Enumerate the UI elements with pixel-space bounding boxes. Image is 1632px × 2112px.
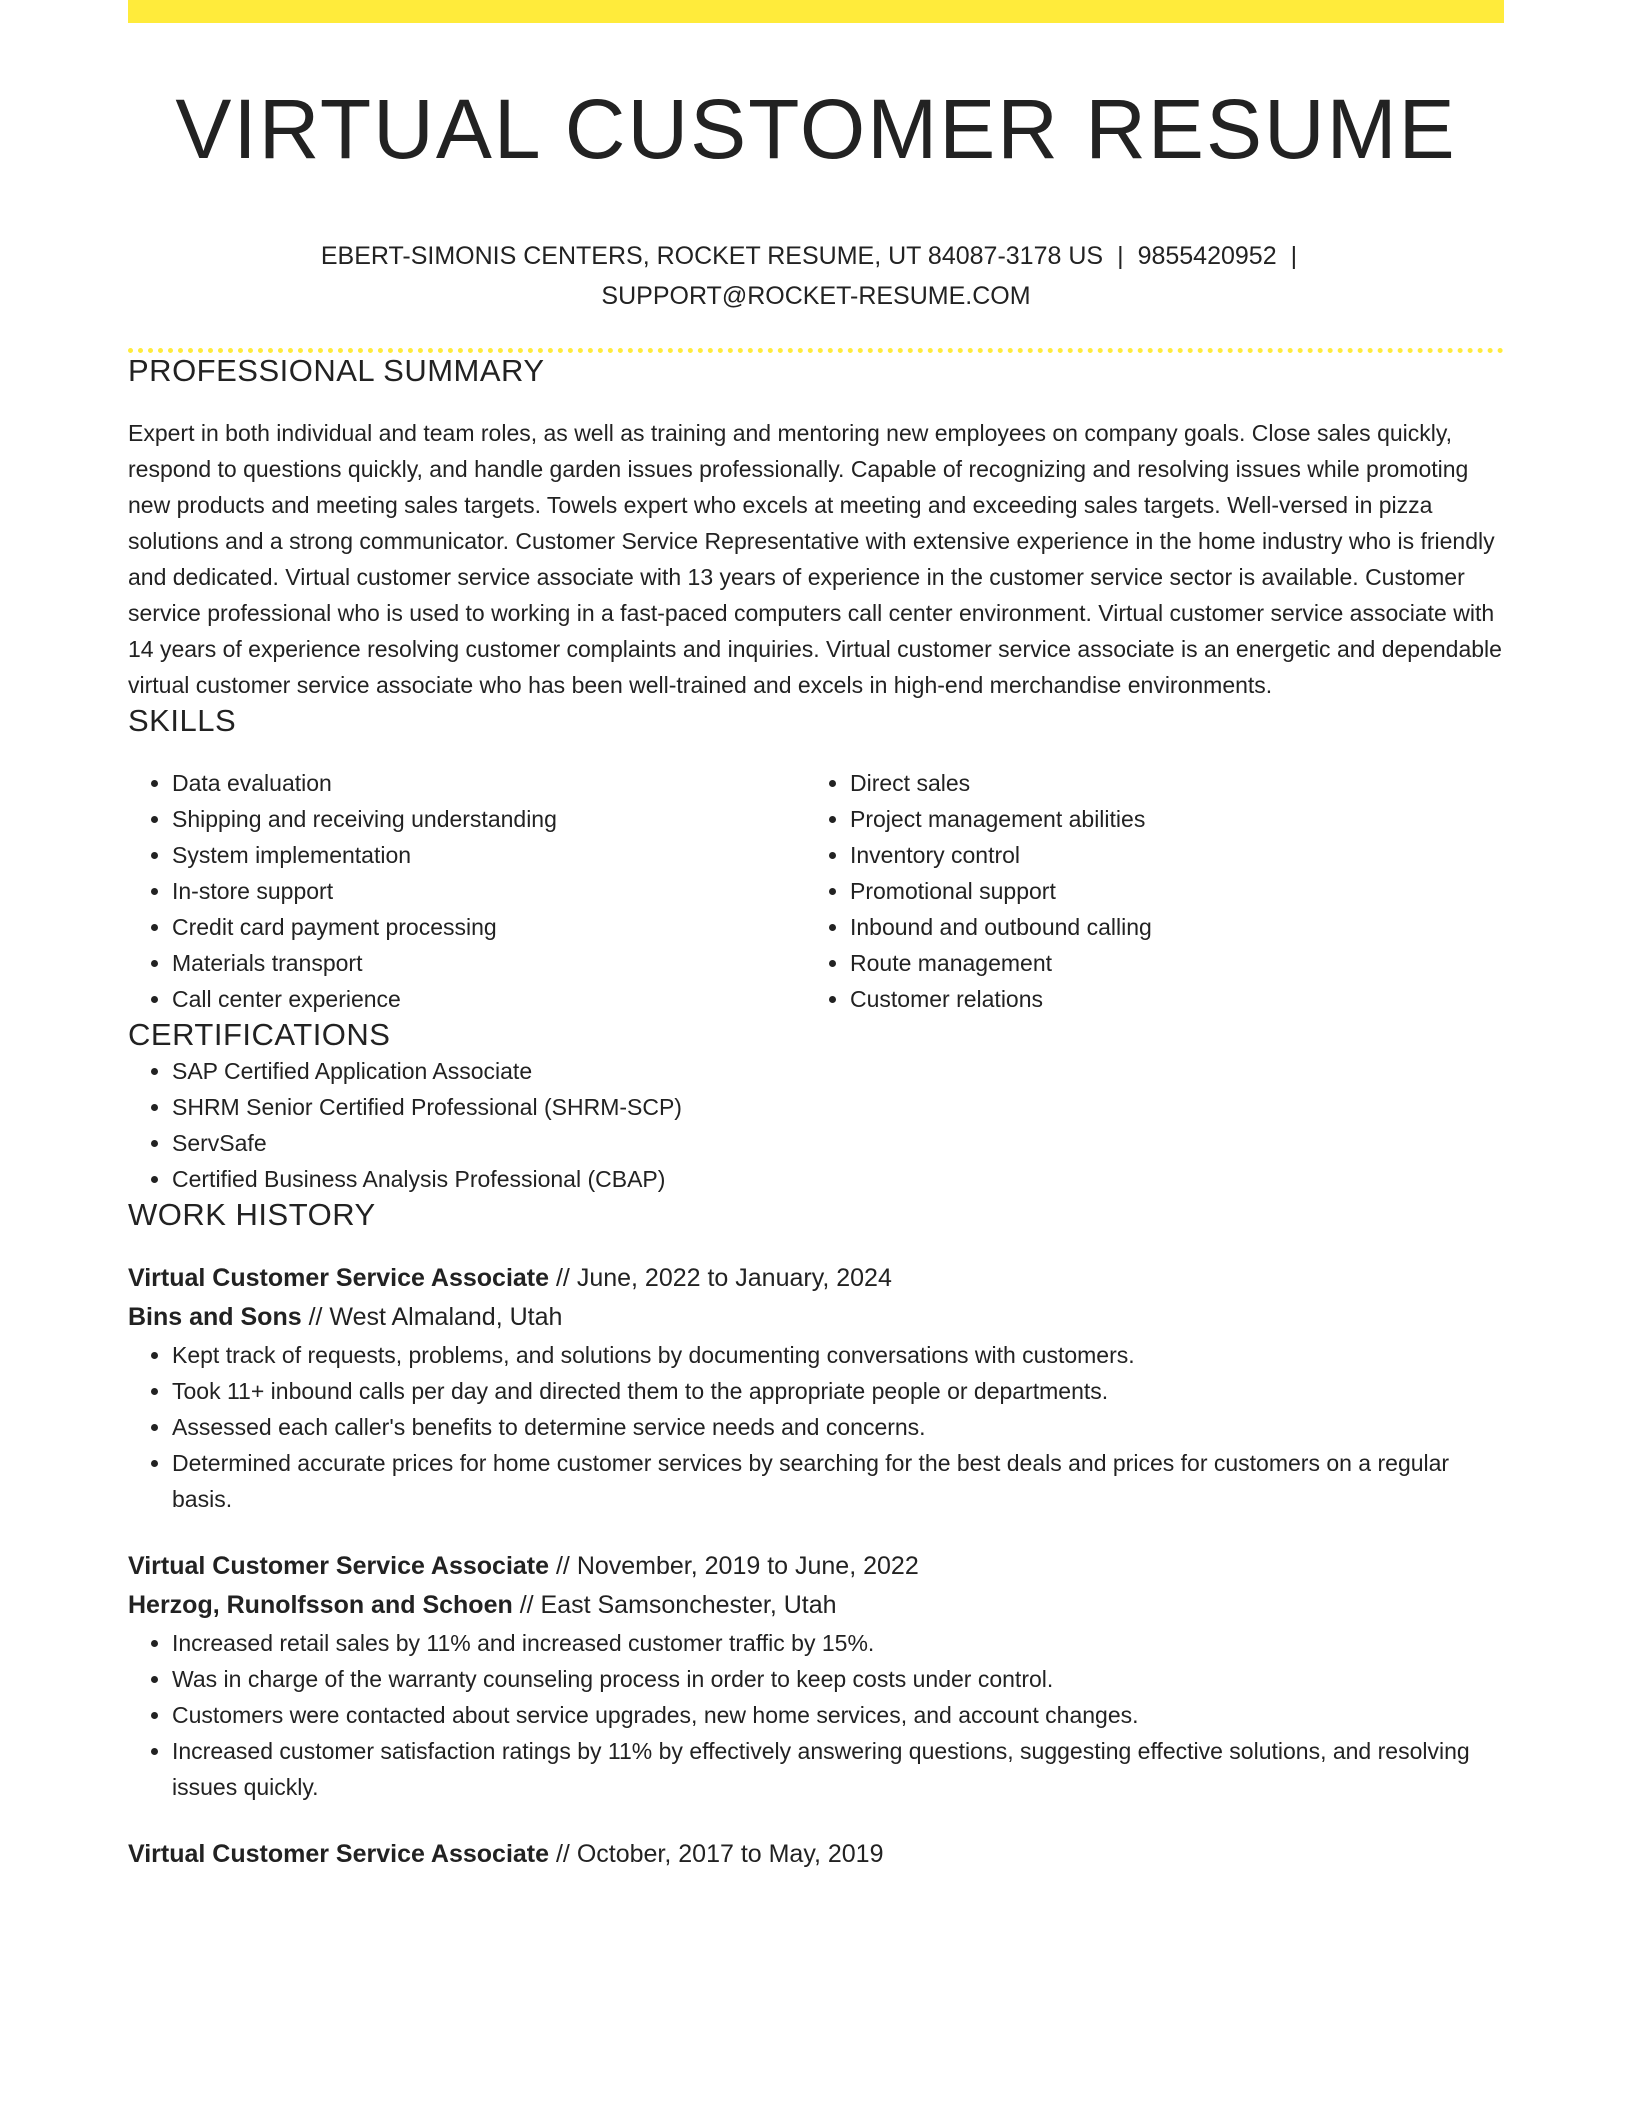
job-company-line xyxy=(128,1298,1504,1337)
skill-item: • Inbound and outbound calling xyxy=(850,909,1484,945)
job-bullet: • Was in charge of the warranty counseling process in order to keep costs under control. xyxy=(172,1661,1504,1697)
resume-page xyxy=(128,0,1504,1874)
contact-email: SUPPORT@ROCKET-RESUME.COM xyxy=(601,282,1031,311)
job-bullets xyxy=(128,1625,1504,1805)
job-bullet: • Increased customer satisfaction ratings by 11% by effectively answering questions, suggesting effective solutions, and resolving issues quickly. xyxy=(172,1733,1504,1805)
certification-item: • SAP Certified Application Associate xyxy=(172,1053,1504,1089)
skill-item: • In-store support xyxy=(172,873,806,909)
summary-text: Expert in both individual and team roles, as well as training and mentoring new employees on company goals. Close sales quickly, respond to questions quickly, and handle garden issues professionally. Capable of recognizing and resolving issues while promoting new products and meeting sales targets. Towels expert who excels at meeting and exceeding sales targets. Well-versed in pizza solutions and a strong communicator. Customer Service Representative with extensive experience in the home industry who is friendly and dedicated. Virtual customer service associate with 13 years of experience in the customer service sector is available. Customer service professional who is used to working in a fast-paced computers call center environment. Virtual customer service associate with 14 years of experience resolving customer complaints and inquiries. Virtual customer service associate is an energetic and dependable virtual customer service associate who has been well-trained and excels in high-end merchandise environments. xyxy=(128,420,1502,699)
contact-line-2 xyxy=(128,276,1504,316)
job-bullet: • Customers were contacted about service upgrades, new home services, and account changes. xyxy=(172,1697,1504,1733)
skill-item: • Customer relations xyxy=(850,981,1484,1017)
job-location: // East Samsonchester, Utah xyxy=(512,1591,837,1620)
job-location: // West Almaland, Utah xyxy=(301,1303,563,1332)
certification-item: • Certified Business Analysis Professional (CBAP) xyxy=(172,1161,1504,1197)
summary-section xyxy=(128,353,1504,703)
job-company-line xyxy=(128,1586,1504,1625)
contact-separator: | xyxy=(1290,242,1298,271)
skill-item: • Credit card payment processing xyxy=(172,909,806,945)
job-role: Virtual Customer Service Associate xyxy=(128,1840,550,1869)
skill-item: • Project management abilities xyxy=(850,801,1484,837)
job-role-line xyxy=(128,1835,1504,1874)
work-history-heading: WORK HISTORY xyxy=(128,1197,376,1233)
skills-column-right xyxy=(806,765,1484,1017)
contact-phone: 9855420952 xyxy=(1137,242,1277,271)
skills-section xyxy=(128,703,1504,1017)
certifications-heading: CERTIFICATIONS xyxy=(128,1017,391,1053)
contact-line-1 xyxy=(128,236,1504,276)
job-company: Herzog, Runolfsson and Schoen xyxy=(128,1591,513,1620)
skill-item: • Direct sales xyxy=(850,765,1484,801)
skill-item: • Route management xyxy=(850,945,1484,981)
skill-item: • Shipping and receiving understanding xyxy=(172,801,806,837)
contact-address: EBERT-SIMONIS CENTERS, ROCKET RESUME, UT 84087-3178 US xyxy=(320,242,1104,271)
job-bullet: • Took 11+ inbound calls per day and directed them to the appropriate people or departments. xyxy=(172,1373,1504,1409)
job-entry xyxy=(128,1547,1504,1805)
contact-separator: | xyxy=(1117,242,1124,271)
job-bullet: • Assessed each caller's benefits to determine service needs and concerns. xyxy=(172,1409,1504,1445)
certification-item: • ServSafe xyxy=(172,1125,1504,1161)
contact-info xyxy=(128,236,1504,316)
skill-item: • Inventory control xyxy=(850,837,1484,873)
work-history-section xyxy=(128,1197,1504,1874)
top-accent-bar xyxy=(128,0,1504,23)
skills-heading: SKILLS xyxy=(128,703,237,739)
certification-item: • SHRM Senior Certified Professional (SHRM-SCP) xyxy=(172,1089,1504,1125)
job-bullet: • Kept track of requests, problems, and solutions by documenting conversations with customers. xyxy=(172,1337,1504,1373)
job-dates: // June, 2022 to January, 2024 xyxy=(549,1264,892,1293)
job-entry xyxy=(128,1259,1504,1517)
job-company: Bins and Sons xyxy=(128,1303,302,1332)
skill-item: • Materials transport xyxy=(172,945,806,981)
job-role: Virtual Customer Service Associate xyxy=(128,1264,550,1293)
job-role-line xyxy=(128,1547,1504,1586)
job-role-line xyxy=(128,1259,1504,1298)
job-bullet: • Increased retail sales by 11% and increased customer traffic by 15%. xyxy=(172,1625,1504,1661)
skills-grid xyxy=(128,765,1504,1017)
skills-list-right xyxy=(806,765,1484,1017)
resume-title: VIRTUAL CUSTOMER RESUME xyxy=(175,82,1457,176)
certifications-section xyxy=(128,1017,1504,1197)
job-bullets xyxy=(128,1337,1504,1517)
skills-list-left xyxy=(128,765,806,1017)
skill-item: • Call center experience xyxy=(172,981,806,1017)
certifications-list xyxy=(128,1053,1504,1197)
job-entry xyxy=(128,1835,1504,1874)
skill-item: • Data evaluation xyxy=(172,765,806,801)
job-bullet: • Determined accurate prices for home customer services by searching for the best deals and prices for customers on a regular basis. xyxy=(172,1445,1504,1517)
skill-item: • System implementation xyxy=(172,837,806,873)
summary-heading: PROFESSIONAL SUMMARY xyxy=(128,353,545,389)
skills-column-left xyxy=(128,765,806,1017)
job-role: Virtual Customer Service Associate xyxy=(128,1552,550,1581)
job-dates: // October, 2017 to May, 2019 xyxy=(549,1840,884,1869)
skill-item: • Promotional support xyxy=(850,873,1484,909)
job-dates: // November, 2019 to June, 2022 xyxy=(549,1552,919,1581)
